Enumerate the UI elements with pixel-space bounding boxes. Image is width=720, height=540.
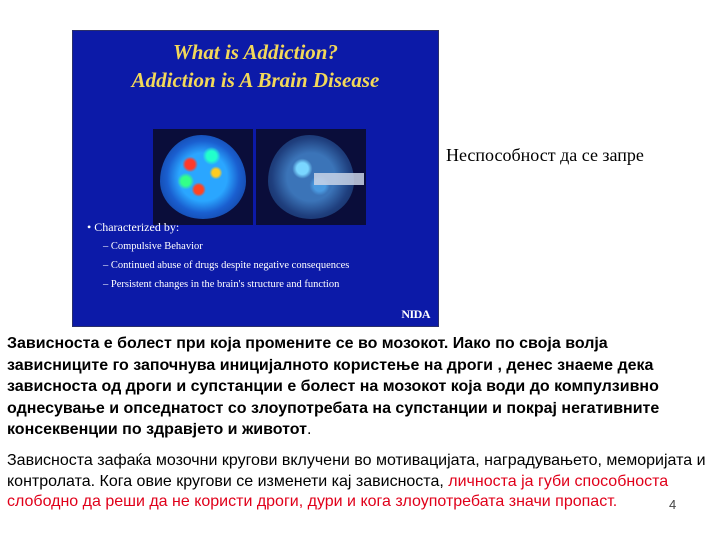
slide-title-line1: What is Addiction? bbox=[173, 40, 338, 64]
nida-logo: NIDA bbox=[401, 307, 430, 321]
slide-image bbox=[72, 30, 439, 327]
paragraph-2-text: Зависноста зафаќа мозочни кругови вклучени во мотивацијата, наградувањето, меморијата и контролата. Кога овие кругови се изменети кај зависноста, bbox=[7, 452, 706, 490]
bullet-sub-1: – Compulsive Behavior bbox=[103, 241, 203, 252]
side-caption: Неспособност да се запре bbox=[446, 145, 644, 165]
slide-title-line2: Addiction is A Brain Disease bbox=[131, 68, 380, 92]
bullet-sub-2: – Continued abuse of drugs despite negative consequences bbox=[103, 260, 350, 271]
brain-scan-right bbox=[256, 129, 366, 225]
page-number: 4 bbox=[669, 497, 677, 512]
bullet-main: • Characterized by: bbox=[87, 220, 180, 234]
brain-scan-left-image bbox=[160, 135, 246, 219]
paragraph-1-text: Зависноста е болест при која промените се во мозокот. Иако по своја волја зависниците го започнува иницијалното користење на дроги , денес знаеме дека зависноста од дроги и супстанции е болест на мозокот која води до компулзивно однесување и опседнатост со злоупотребата на супстанции и покрај негативните консеквенции по здравјето и животот bbox=[7, 335, 660, 438]
bullet-sub-3: – Persistent changes in the brain's structure and function bbox=[103, 279, 340, 290]
slide-bullets bbox=[87, 219, 349, 294]
brain-scan-left bbox=[153, 129, 253, 225]
paragraph-2 bbox=[7, 451, 712, 513]
paragraph-1-end: . bbox=[306, 421, 312, 438]
paragraph-1 bbox=[7, 333, 712, 441]
paragraph-2-highlight: личноста ја губи способноста слободно да реши да не користи дроги, дури и кога злоупотребата значи пропаст. bbox=[7, 472, 669, 510]
scan-label-patch bbox=[314, 173, 364, 185]
